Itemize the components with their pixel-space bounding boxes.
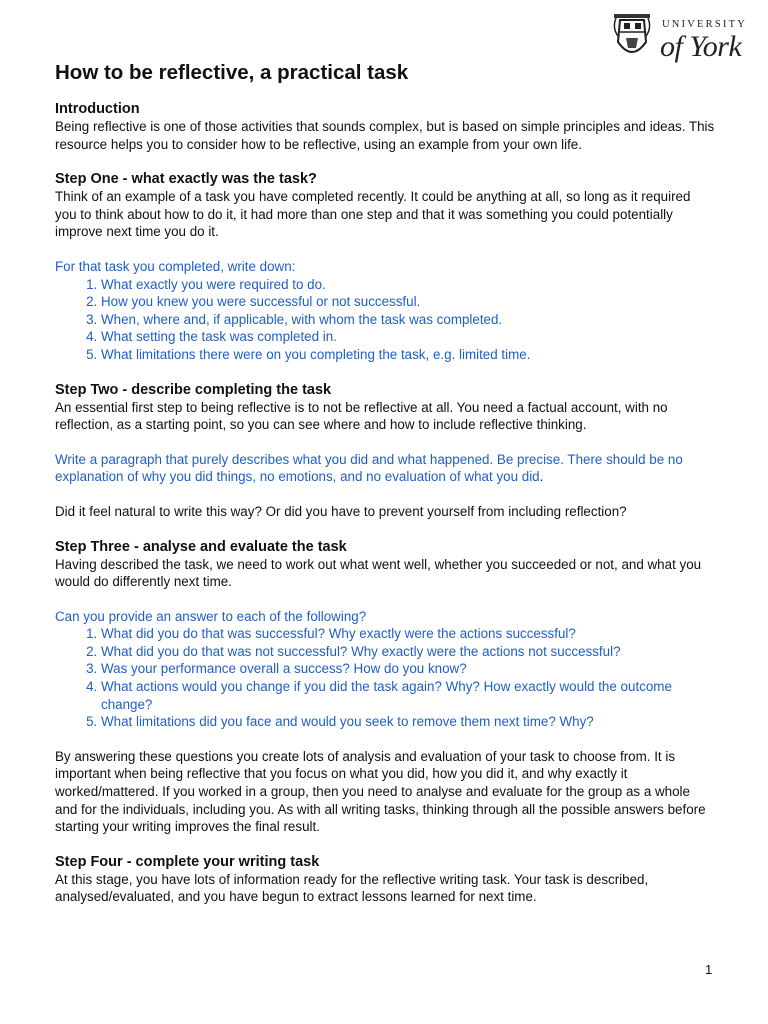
- list-item: 5. What limitations did you face and would you seek to remove them next time? Why?: [101, 713, 715, 731]
- document-body: [55, 60, 715, 906]
- step2-text: An essential first step to being reflective is to not be reflective at all. You need a factual account, with no reflection, as a starting point, so you can see where and how to include reflective thinking.: [55, 399, 668, 433]
- step1-list-intro: For that task you completed, write down:: [55, 258, 296, 274]
- logo-university-text: UNIVERSITY: [662, 19, 747, 30]
- step4-text: At this stage, you have lots of information ready for the reflective writing task. Your task is described, analysed/evaluated, and you have begun to extract lessons learned for next time.: [55, 871, 649, 905]
- step2-instruction: [55, 451, 715, 486]
- step4-heading: Step Four - complete your writing task: [55, 853, 320, 870]
- step2-instruction-text: Write a paragraph that purely describes what you did and what happened. Be precise. There should be no explanation of why you did things, no emotions, and no evaluation of what you did: [55, 451, 683, 485]
- logo-york-text: of York: [660, 30, 742, 63]
- list-item: 2. How you knew you were successful or not successful.: [101, 293, 715, 311]
- intro-heading: Introduction: [55, 101, 140, 117]
- list-item: 3. When, where and, if applicable, with whom the task was completed.: [101, 311, 715, 329]
- step3-text: Having described the task, we need to work out what went well, whether you succeeded or not, and what you would do differently next time.: [55, 556, 702, 590]
- university-logo: [610, 14, 745, 66]
- list-item: 4. What setting the task was completed in.: [101, 328, 715, 346]
- step3-list-intro: Can you provide an answer to each of the following?: [55, 608, 367, 624]
- list-item: 1. What did you do that was successful? Why exactly were the actions successful?: [101, 625, 715, 643]
- list-item: 2. What did you do that was not successful? Why exactly were the actions not successful?: [101, 643, 715, 661]
- crest-icon: [610, 14, 654, 64]
- step2-question: Did it feel natural to write this way? Or did you have to prevent yourself from including reflection?: [55, 503, 627, 519]
- step1-text: Think of an example of a task you have completed recently. It could be anything at all, so long as it required you to think about how to do it, it had more than one step and that it was something you could potentially improve next time you do it.: [55, 189, 691, 240]
- page-number: 1: [705, 962, 713, 977]
- step2-heading: Step Two - describe completing the task: [55, 381, 332, 398]
- step1-heading: Step One - what exactly was the task?: [55, 171, 317, 188]
- list-item: 1. What exactly you were required to do.: [101, 276, 715, 294]
- list-item: 4. What actions would you change if you did the task again? Why? How exactly would the outcome change?: [101, 678, 715, 713]
- intro-text: Being reflective is one of those activities that sounds complex, but is based on simple principles and ideas. This resource helps you to consider how to be reflective, using an example from your own life.: [55, 119, 715, 152]
- step2-instruction-end: .: [539, 469, 544, 485]
- step3-conclusion: By answering these questions you create lots of analysis and evaluation of your task to choose from. It is important when being reflective that you focus on what you did, how you did it, and why exactly it worked/mattered. If you worked in a group, then you need to analyse and evaluate for the group as a whole and for the individuals, including you. As with all writing tasks, thinking through all the possible answers before starting your writing improves the final result.: [55, 748, 706, 835]
- step3-heading: Step Three - analyse and evaluate the task: [55, 538, 347, 555]
- list-item: 3. Was your performance overall a success? How do you know?: [101, 660, 715, 678]
- page-title: How to be reflective, a practical task: [55, 61, 409, 84]
- step3-list: [55, 625, 715, 731]
- list-item: 5. What limitations there were on you completing the task, e.g. limited time.: [101, 346, 715, 364]
- step1-list: [55, 276, 715, 364]
